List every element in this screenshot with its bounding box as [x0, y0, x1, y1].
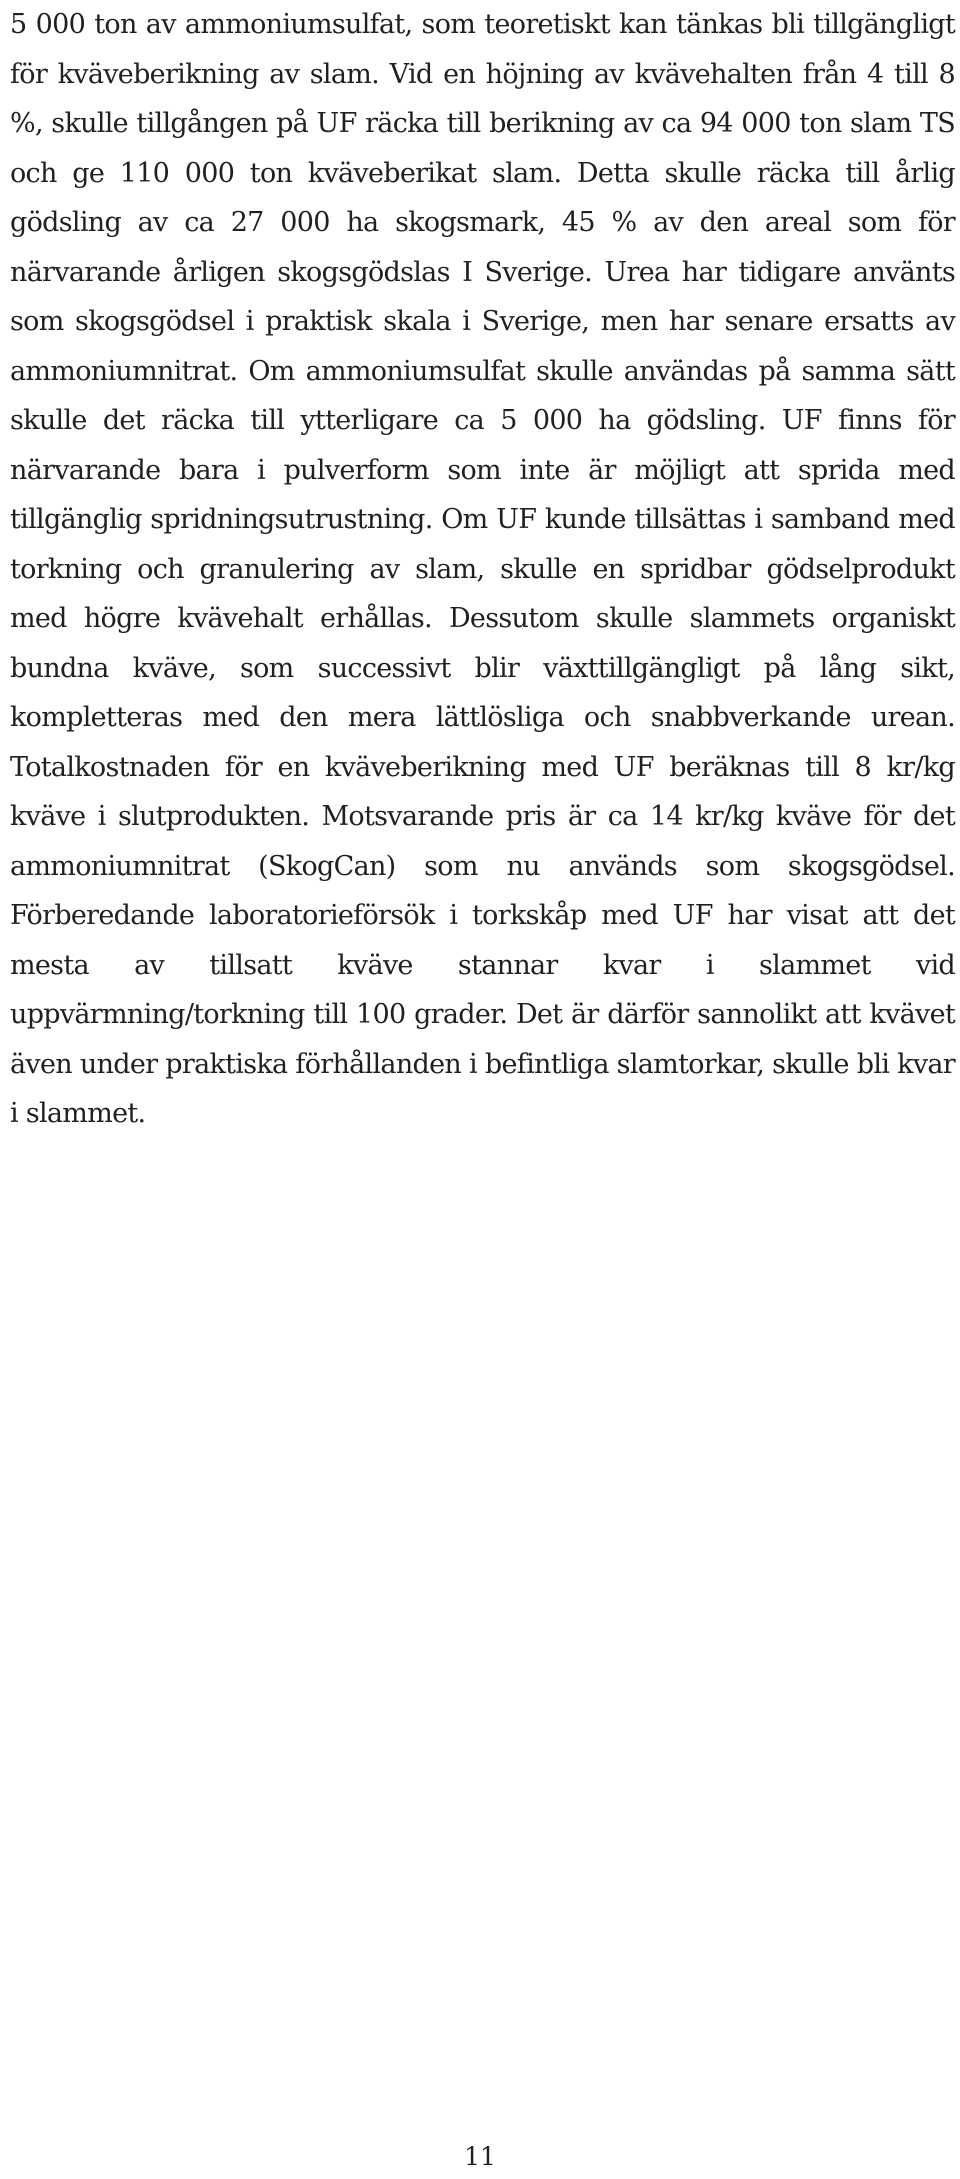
page-number: 11 — [464, 2142, 496, 2171]
body-paragraph: 5 000 ton av ammoniumsulfat, som teoretiskt kan tänkas bli tillgängligt för kväveberikning av slam. Vid en höjning av kvävehalten från 4 till 8 %, skulle tillgången på UF räcka till berikning av ca 94 000 ton slam TS och ge 110 000 ton kväveberikat slam. Detta skulle räcka till årlig gödsling av ca 27 000 ha skogsmark, 45 % av den areal som för närvarande årligen skogsgödslas I Sverige. Urea har tidigare använts som skogsgödsel i praktisk skala i Sverige, men har senare ersatts av ammoniumnitrat. Om ammoniumsulfat skulle användas på samma sätt skulle det räcka till ytterligare ca 5 000 ha gödsling. UF finns för närvarande bara i pulverform som inte är möjligt att sprida med tillgänglig spridningsutrustning. Om UF kunde tillsättas i samband med torkning och granulering av slam, skulle en spridbar gödselprodukt med högre kvävehalt erhållas. Dessutom skulle slammets organiskt bundna kväve, som successivt blir växttillgängligt på lång sikt, kompletteras med den mera lättlösliga och snabbverkande urean. Totalkostnaden för en kväveberikning med UF beräknas till 8 kr/kg kväve i slutprodukten. Motsvarande pris är ca 14 kr/kg kväve för det ammoniumnitrat (SkogCan) som nu används som skogsgödsel. Förberedande laboratorieförsök i torkskåp med UF har visat att det mesta av tillsatt kväve stannar kvar i slammet vid uppvärmning/torkning till 100 grader. Det är därför sannolikt att kvävet även under praktiska förhållanden i befintliga slamtorkar, skulle bli kvar i slammet. — [10, 9, 955, 1129]
